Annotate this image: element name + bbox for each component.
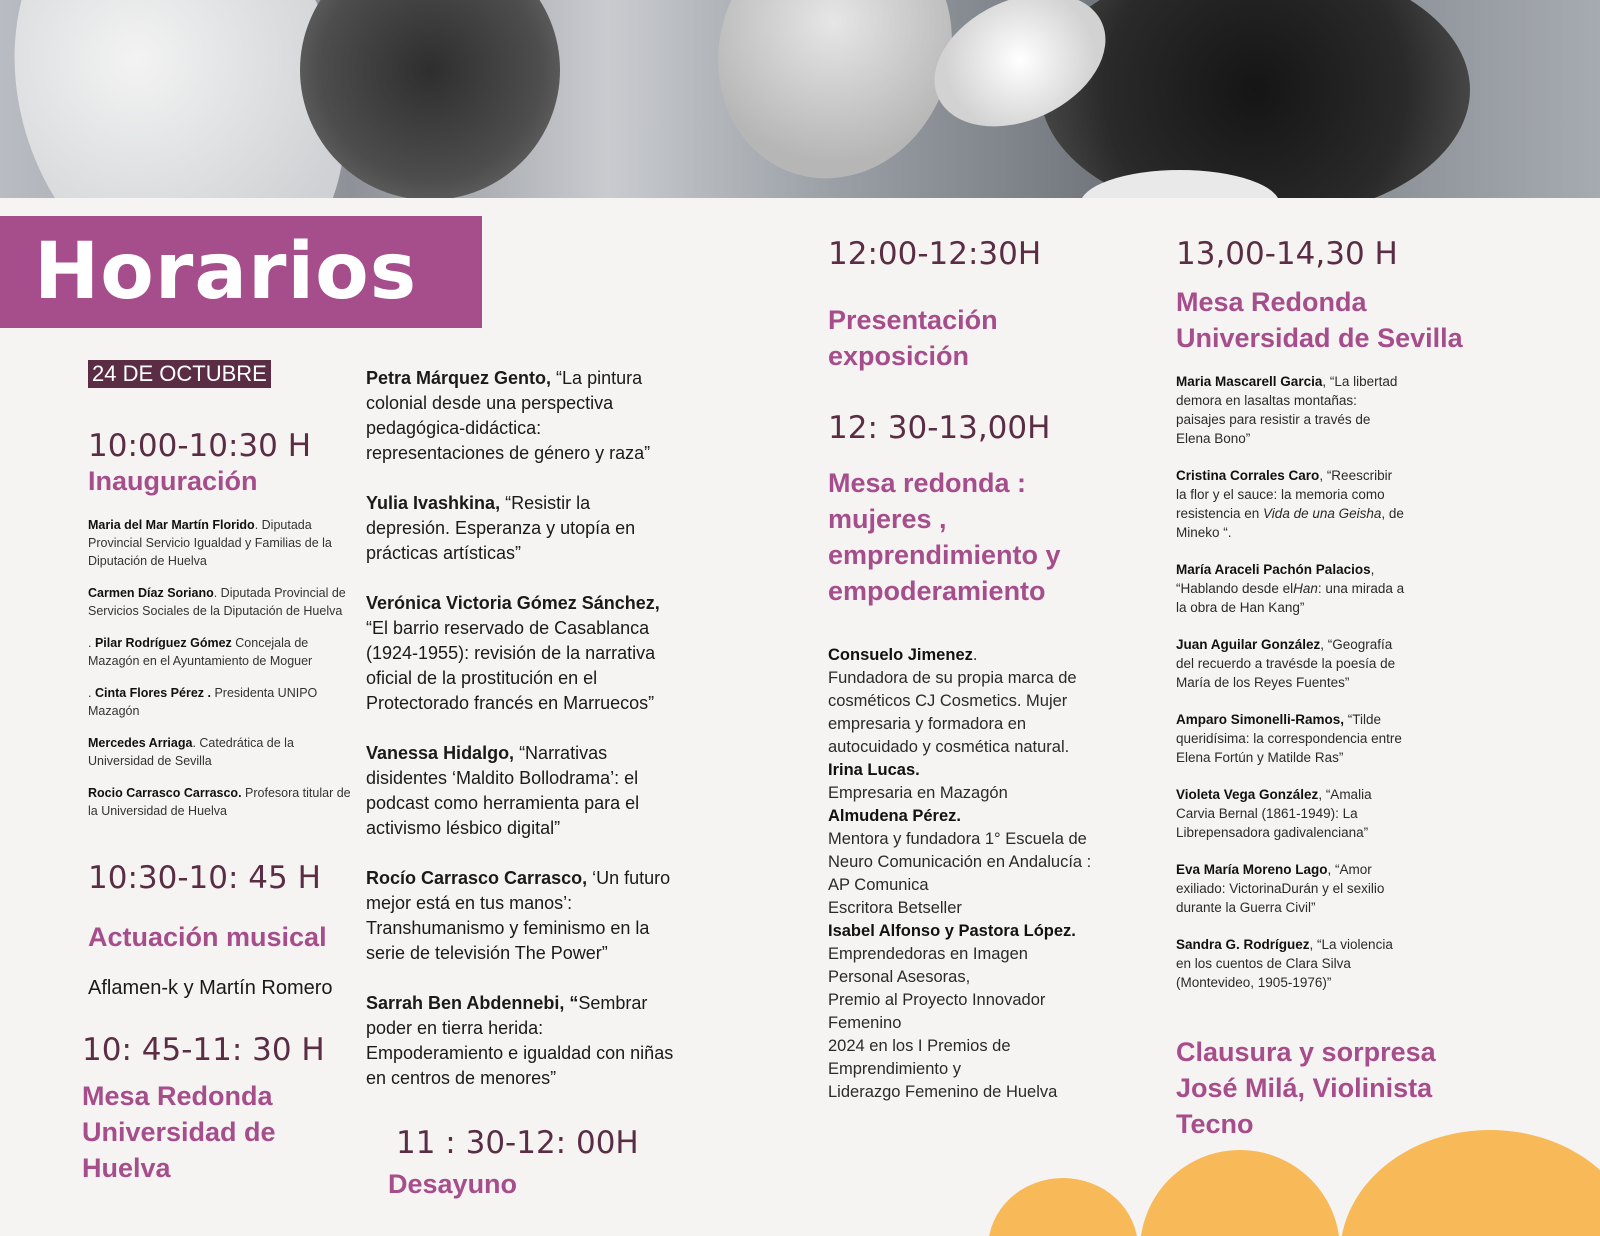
description-line [828,644,1118,667]
event-title: Mesa redonda : mujeres , emprendimiento y empoderamiento [828,468,1061,606]
talk-title: “El barrio reservado de Casablanca (1924-1955): revisión de la narrativa oficial de la prostitución en el Protectorado francés en Marruecos” [366,618,656,713]
speaker-name: Sarrah Ben Abdennebi, “ [366,993,579,1013]
person-name: Almudena Pérez. [828,807,961,825]
date-badge: 24 DE OCTUBRE [88,360,271,388]
speaker-prefix: . [88,636,95,650]
line-text: Liderazgo Femenino de Huelva [828,1083,1058,1101]
talk-title: , “Geografía del recuerdo a travésde la poesía de María de los Reyes Fuentes” [1176,637,1396,690]
line-text: Mentora y fundadora 1° Escuela de [828,830,1087,848]
speaker-name: Maria del Mar Martín Florido [88,518,255,532]
speaker-name: Juan Aguilar González [1176,637,1321,652]
speaker-name: Rocio Carrasco Carrasco. [88,786,242,800]
header-photo [0,0,1600,198]
panel-description [828,644,1118,1104]
talk-title: , “La libertad demora en lasaltas montañas: paisajes para resistir a través de Elena Bono” [1176,374,1398,446]
talk-entry [1176,466,1406,542]
description-line [828,782,1118,805]
description-line [828,920,1118,943]
line-text: . [972,646,978,664]
talk-title: , “La violencia en los cuentos de Clara Silva (Montevideo, 1905-1976)” [1176,937,1393,990]
description-line [828,805,1118,828]
speaker-role: . Diputada Provincial Servicio Igualdad y Familias de la Diputación de Huelva [88,518,332,568]
talk-title: , de Mineko “. [1176,506,1404,540]
event-title: Presentación exposición [828,305,998,371]
speaker-name: Maria Mascarell Garcia [1176,374,1323,389]
time-slot: 12: 30-13,00H [828,410,1051,446]
time-slot: 12:00-12:30H [828,236,1042,272]
talk-title-italic: Vida de una Geisha [1263,506,1382,521]
time-slot: 11 : 30-12: 00H [396,1125,639,1161]
speaker-name: Vanessa Hidalgo, [366,743,515,763]
line-text: autocuidado y cosmética natural. [828,738,1070,756]
description-line [828,989,1118,1012]
speaker-role: . Catedrática de la Universidad de Sevilla [88,736,294,768]
talk-entry [1176,372,1406,448]
line-text: Emprendimiento y [828,1060,961,1078]
speaker-name: Verónica Victoria Gómez Sánchez, [366,593,660,613]
description-line [828,897,1118,920]
description-line [828,759,1118,782]
description-line [828,713,1118,736]
talk-title: , “Amalia Carvia Bernal (1861-1949): La Librepensadora gadivalenciana” [1176,787,1372,840]
description-line [828,690,1118,713]
description-line [828,736,1118,759]
person-name: Isabel Alfonso y Pastora López. [828,922,1076,940]
speaker-role: Presidenta UNIPO Mazagón [88,686,318,718]
talk-title-italic: Han [1293,581,1318,596]
decorative-blob [1140,1150,1340,1236]
talk-entry [1176,785,1406,842]
speaker-entry [88,584,358,620]
decorative-blob [988,1178,1138,1236]
line-text: 2024 en los I Premios de [828,1037,1011,1055]
talk-entry [366,491,676,566]
speaker-name: Violeta Vega González [1176,787,1319,802]
talk-entry [1176,710,1406,767]
talk-list [366,366,676,1116]
speaker-name: Cinta Flores Pérez . [94,686,211,700]
talk-title: “La pintura colonial desde una perspectiva pedagógica-didáctica: representaciones de género y raza” [366,368,651,463]
event-title: Mesa Redonda Universidad de Huelva [82,1081,276,1183]
talk-entry [366,591,676,716]
line-text: Escritora Betseller [828,899,962,917]
line-text: Fundadora de su propia marca de [828,669,1077,687]
event-title: Actuación musical [88,922,327,952]
speaker-entry [88,684,358,720]
line-text: Emprendedoras en Imagen [828,945,1028,963]
line-text: Empresaria en Mazagón [828,784,1008,802]
line-text: Neuro Comunicación en Andalucía : [828,853,1092,871]
talk-entry [1176,860,1406,917]
description-line [828,851,1118,874]
speaker-prefix: . [88,686,95,700]
talk-title: ‘Un futuro mejor está en tus manos’: Transhumanismo y feminismo en la serie de televisión The Power” [366,868,671,963]
speaker-role: Concejala de Mazagón en el Ayuntamiento de Moguer [88,636,313,668]
line-text: Premio al Proyecto Innovador [828,991,1046,1009]
line-text: AP Comunica [828,876,929,894]
page-title: Horarios [34,227,418,317]
speaker-entry [88,784,358,820]
description-line [828,667,1118,690]
talk-title: : una mirada a la obra de Han Kang” [1176,581,1405,615]
speaker-entry [88,516,358,570]
line-text: Personal Asesoras, [828,968,971,986]
speaker-name: Cristina Corrales Caro [1176,468,1320,483]
talk-entry [366,366,676,466]
time-slot: 10: 45-11: 30 H [82,1032,325,1068]
time-slot: 10:00-10:30 H [88,428,312,464]
speaker-entry [88,634,358,670]
description-line [828,1058,1118,1081]
description-line [828,828,1118,851]
talk-title: “Narrativas disidentes ‘Maldito Bollodrama’: el podcast como herramienta para el activismo lésbico digital” [366,743,640,838]
time-slot: 10:30-10: 45 H [88,860,321,896]
time-slot: 13,00-14,30 H [1176,236,1398,272]
talk-title: , “Hablando desde el [1176,562,1375,596]
talk-entry [366,991,676,1091]
person-name: Irina Lucas. [828,761,920,779]
closing-title: Clausura y sorpresa José Milá, Violinista Tecno [1176,1037,1436,1139]
speaker-name: Amparo Simonelli-Ramos, [1176,712,1345,727]
speaker-list [88,516,358,834]
speaker-name: Carmen Díaz Soriano [88,586,214,600]
person-name: Consuelo Jimenez [828,646,973,664]
title-banner [0,216,482,328]
talk-title: Sembrar poder en tierra herida: Empoderamiento e igualdad con niñas en centros de menores” [366,993,674,1088]
description-line [828,1012,1118,1035]
event-title: Inauguración [88,466,258,496]
event-title: Mesa Redonda Universidad de Sevilla [1176,287,1463,353]
description-line [828,1081,1118,1104]
description-line [828,943,1118,966]
line-text: Femenino [828,1014,902,1032]
talk-title: “Resistir la depresión. Esperanza y utopía en prácticas artísticas” [366,493,636,563]
music-performers: Aflamen-k y Martín Romero [88,977,333,999]
talk-entry [366,866,676,966]
talk-title: , “Amor exiliado: VictorinaDurán y el sexilio durante la Guerra Civil” [1176,862,1385,915]
talk-entry [1176,635,1406,692]
talk-entry [366,741,676,841]
speaker-name: Yulia Ivashkina, [366,493,501,513]
speaker-name: Rocío Carrasco Carrasco, [366,868,588,888]
speaker-name: Sandra G. Rodríguez [1176,937,1310,952]
talk-entry [1176,560,1406,617]
line-text: cosméticos CJ Cosmetics. Mujer [828,692,1068,710]
line-text: empresaria y formadora en [828,715,1027,733]
speaker-name: Eva María Moreno Lago [1176,862,1328,877]
speaker-name: Pilar Rodríguez Gómez [94,636,232,650]
speaker-role: . Diputada Provincial de Servicios Sociales de la Diputación de Huelva [88,586,346,618]
event-title: Desayuno [388,1169,518,1199]
description-line [828,966,1118,989]
speaker-role: Profesora titular de la Universidad de Huelva [88,786,351,818]
talk-entry [1176,935,1406,992]
description-line [828,874,1118,897]
talk-title: “Tilde queridísima: la correspondencia entre Elena Fortún y Matilde Ras” [1176,712,1402,765]
speaker-name: María Araceli Pachón Palacios [1176,562,1371,577]
speaker-name: Mercedes Arriaga [88,736,193,750]
speaker-entry [88,734,358,770]
description-line [828,1035,1118,1058]
talk-title: , “Reescribir la flor y el sauce: la memoria como resistencia en [1176,468,1393,521]
talk-list [1176,372,1406,1010]
speaker-name: Petra Márquez Gento, [366,368,552,388]
decorative-blob [1340,1130,1600,1236]
